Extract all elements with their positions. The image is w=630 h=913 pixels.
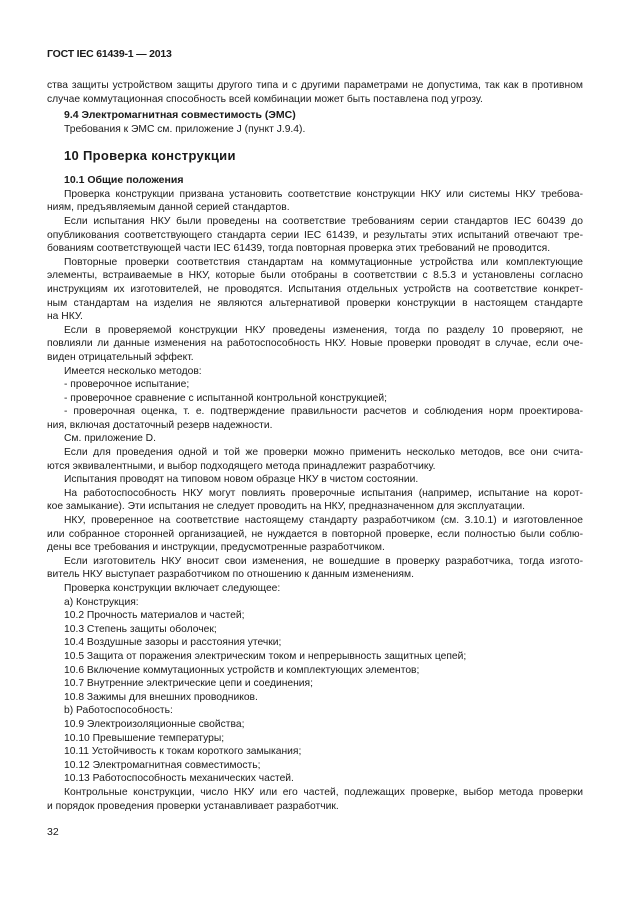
- text-line: 10.5 Защита от поражения электрическим током и непрерывность защитных цепей;: [64, 650, 467, 662]
- text-line: - проверочное испытание;: [64, 379, 190, 391]
- text-line: элементы, встраиваемые в НКУ, которые были отобраны в соответствии с 8.5.3 и установлены согласно: [47, 270, 583, 282]
- document-body: [47, 79, 583, 813]
- paragraph: [47, 256, 583, 324]
- text-line: Если испытания НКУ были проведены на соответствие требованиям серии стандартов IEC 60439 до: [64, 215, 583, 227]
- paragraph: [47, 405, 583, 432]
- text-line: 10.9 Электроизоляционные свойства;: [64, 718, 245, 730]
- paragraph: [47, 79, 583, 106]
- text-line: b) Работоспособность:: [64, 705, 173, 717]
- paragraph: [47, 473, 583, 487]
- text-line: Имеется несколько методов:: [64, 365, 202, 377]
- text-line: Проверка конструкции включает следующее:: [64, 583, 281, 594]
- paragraph: [47, 392, 583, 406]
- paragraph: [47, 596, 583, 610]
- paragraph: [47, 623, 583, 637]
- text-line: ния, включая достаточный резерв надежности.: [47, 419, 273, 431]
- subsection-heading: 10.1 Общие положения: [64, 173, 184, 186]
- text-line: ниям, предъявляемым данной серией стандартов.: [47, 202, 290, 214]
- text-line: опубликования соответствующего стандарта серии IEC 61439, и результаты этих испытаний отвечают тре-: [47, 229, 583, 241]
- paragraph: [47, 732, 583, 746]
- subsection-heading: 9.4 Электромагнитная совместимость (ЭМС): [64, 109, 296, 122]
- text-line: 10.3 Степень защиты оболочек;: [64, 623, 217, 635]
- text-line: Если изготовитель НКУ вносит свои изменения, не вошедшие в проверку разработчика, тогда изгото-: [64, 555, 583, 567]
- paragraph: [47, 446, 583, 473]
- text-line: Если для проведения одной и той же проверки можно применить несколько методов, все они счита-: [64, 447, 583, 459]
- text-line: - проверочное сравнение с испытанной контрольной конструкцией;: [64, 392, 387, 404]
- text-line: или собранное сторонней организацией, не нуждается в повторной проверке, если полностью были соблю-: [47, 528, 583, 540]
- text-line: 10.4 Воздушные зазоры и расстояния утечки;: [64, 637, 282, 649]
- text-line: Испытания проводят на типовом новом образце НКУ в чистом состоянии.: [64, 474, 419, 486]
- text-line: - проверочная оценка, т. е. подтверждение правильности расчетов и соблюдения норм проектирова-: [64, 406, 583, 418]
- text-line: Требования к ЭМС см. приложение J (пункт J.9.4).: [64, 124, 306, 136]
- document-header: ГОСТ IEC 61439-1 — 2013: [47, 48, 172, 60]
- paragraph: [47, 365, 583, 379]
- paragraph: [47, 609, 583, 623]
- paragraph: [47, 378, 583, 392]
- section-heading: 10 Проверка конструкции: [64, 147, 236, 163]
- paragraph: [47, 123, 583, 137]
- text-line: 10.2 Прочность материалов и частей;: [64, 610, 245, 622]
- paragraph: [47, 772, 583, 786]
- paragraph: [47, 324, 583, 365]
- text-line: 10.12 Электромагнитная совместимость;: [64, 759, 261, 771]
- text-line: витель НКУ выступает разработчиком по отношению к данным изменениям.: [47, 569, 414, 581]
- paragraph: [47, 555, 583, 582]
- paragraph: [47, 487, 583, 514]
- text-line: случае коммутационная способность всей комбинации может быть поставлена под угрозу.: [47, 93, 483, 105]
- paragraph: [47, 215, 583, 256]
- paragraph: [47, 759, 583, 773]
- text-line: Повторные проверки соответствия стандартам на коммутационные устройства или комплектующие: [64, 256, 583, 268]
- text-line: 10.7 Внутренние электрические цепи и соединения;: [64, 678, 313, 690]
- text-line: Если в проверяемой конструкции НКУ проведены изменения, тогда по разделу 10 проверяют, не: [64, 324, 583, 336]
- paragraph: [47, 704, 583, 718]
- text-line: кое замыкание). Эти испытания не следует проводить на НКУ, предназначенном для эксплуатации.: [47, 501, 526, 513]
- text-line: инструкциям их изготовителей, не проводятся. Испытания отдельных устройств на соответствие конкрет-: [47, 283, 583, 295]
- text-line: 10.10 Превышение температуры;: [64, 732, 225, 744]
- paragraph: [47, 636, 583, 650]
- text-line: ным стандартам на изделия не являются альтернативой проверки конструкции в настоящем стандарте: [47, 297, 583, 309]
- text-line: ства защиты устройством защиты другого типа и с другими параметрами не допустима, так как в противном: [47, 80, 583, 91]
- text-line: повлияли ли данные изменения на работоспособность НКУ. Новые проверки проводят в случае, если оче-: [47, 338, 583, 350]
- paragraph: [47, 664, 583, 678]
- paragraph: [47, 718, 583, 732]
- text-line: на НКУ.: [47, 311, 83, 323]
- paragraph: [47, 677, 583, 691]
- text-line: ются эквивалентными, и выбор подходящего метода принадлежит разработчику.: [47, 460, 436, 472]
- text-line: 10.11 Устойчивость к токам короткого замыкания;: [64, 746, 302, 758]
- paragraph: [47, 514, 583, 555]
- text-line: См. приложение D.: [64, 433, 156, 445]
- text-line: виден отрицательный эффект.: [47, 351, 194, 363]
- text-line: бованиям соответствующей части IEC 61439, тогда повторная проверка этих требований не проводится.: [47, 243, 551, 255]
- text-line: На работоспособность НКУ могут повлиять проверочные испытания (например, испытание на корот-: [64, 487, 583, 499]
- text-line: Контрольные конструкции, число НКУ или его частей, подлежащих проверке, выбор метода проверки: [64, 786, 583, 798]
- paragraph: [47, 691, 583, 705]
- paragraph: [47, 786, 583, 813]
- text-line: 10.13 Работоспособность механических частей.: [64, 773, 294, 785]
- paragraph: [47, 432, 583, 446]
- text-line: 10.6 Включение коммутационных устройств и комплектующих элементов;: [64, 664, 420, 676]
- text-line: НКУ, проверенное на соответствие настоящему стандарту разработчиком (см. 3.10.1) и изготовленное: [64, 515, 583, 527]
- paragraph: [47, 582, 583, 596]
- paragraph: [47, 188, 583, 215]
- text-line: a) Конструкция:: [64, 596, 139, 608]
- paragraph: [47, 745, 583, 759]
- paragraph: [47, 650, 583, 664]
- page-number: 32: [47, 826, 59, 838]
- text-line: 10.8 Зажимы для внешних проводников.: [64, 691, 258, 703]
- text-line: дены все требования и инструкции, предусмотренные разработчиком.: [47, 542, 385, 554]
- text-line: Проверка конструкции призвана установить соответствие конструкции НКУ или системы НКУ требова-: [64, 188, 583, 200]
- text-line: и порядок проведения проверки устанавливает разработчик.: [47, 800, 339, 812]
